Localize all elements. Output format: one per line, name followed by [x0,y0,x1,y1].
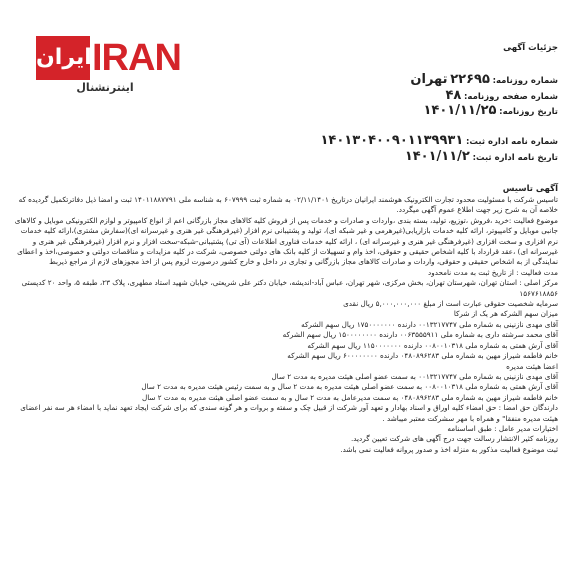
registry-letter-date-row [405,150,558,165]
notice-paragraph: ثبت موضوع فعالیت مذکور به منزله اخذ و صدور پروانه فعالیت نمی باشد. [340,444,558,454]
registry-letter-number-row [320,134,558,149]
notice-body [14,183,558,455]
notice-paragraph: آقای محمد سرشته داری به شماره ملی ۰۰۶۳۵۵۵۹۱۱ دارنده ۱۵۰۰۰۰۰۰۰۰ ریال سهم الشرکه [282,330,558,340]
logo-subtitle: اینترنشنال [76,81,134,94]
notice-paragraph: روزنامه کثیر الانتشار رسالت جهت درج آگهی های شرکت تعیین گردید. [351,434,558,444]
logo-latin-text: IRAN [92,37,181,79]
notice-paragraph: خانم فاطمه شیراز مهین به شماره ملی ۰۴۸۰۸۹۶۲۸۳ به سمت مدیرعامل به مدت ۲ سال و به سمت عضو اصلی هیئت مدیره به مدت ۲ سال [142,392,558,402]
notice-paragraph: دارندگان حق امضا : حق امضاء کلیه اوراق و اسناد بهادار و تعهد آور شرکت از قبیل چک و سفته و بروات و هر گونه سندی که برای شرکت ایجاد تعهد نماید با امضاء هر سه نفر اعضای هیئت مدیره منفقا" و همراه با مهر سشرکت معتبر میباشد . [20,403,558,423]
notice-paragraph: آقای آرش همتی به شماره ملی ۰۰۸۰۰۱۰۳۱۸ دارنده ۱۱۵۰۰۰۰۰۰۰ ریال سهم الشرکه [307,340,558,350]
notice-paragraph: میزان سهم الشرکه هر یک از شرکا [453,309,558,319]
logo-persian-block: ایران [36,36,90,80]
notice-paragraph: خانم فاطمه شیراز مهین به شماره ملی ۰۴۸۰۸۹۶۲۸۳ دارنده ۶۰۰۰۰۰۰۰۰ ریال سهم الشرکه [287,351,558,361]
notice-paragraph: تاسیس شرکت با مسئولیت محدود تجارت الکترونیک هوشمند ایرانیان درتاریخ ۰۲/۱۱/۱۴۰۱ به شماره ثبت ۶۰۷۹۹۹ به شناسه ملی ۱۴۰۱۱۸۸۷۷۹۱ ثبت و امضا ذیل دفاترتکمیل گردیده که خلاصه آن به شرح زیر جهت اطلاع عموم آگهی میگردد. [18,195,558,215]
page-number-label: شماره صفحه روزنامه: [464,92,558,102]
newspaper-city: تهران [410,72,448,87]
notice-paragraph: موضوع فعالیت :خرید ،فروش ،توزیع، تولید، بسته بندی ،واردات و صادرات و خدمات پس از فروش کلیه کالاهای مجاز بازرگانی اعم از انواع کامپیوتر و لوازم الکترونیکی موبایل و کالاهای جانبی موبایل و کامپیوتر، ارائه کلیه خدمات بازاریابی(غیرهرمی و غیر شبکه ای)، تولید و پشتیبانی نرم افزار (غیرفرهنگی غیر هنری و غیرسرانه ای)(سفارش مشتری)،ارائه کلیه خدمات نرم افزاری و سخت افزاری (غیرفرهنگی غیر هنری و غیرسرانه ای) ، ارائه کلیه خدمات فناوری اطلاعات (آی تی) پشتیبانی-شبکه-سخت افزار و نرم افزار (غیرفرهنگی غیر هنری و غیرسرانه ای) ،عقد قرارداد با کلیه اشخاص حقیقی و حقوقی، اخذ وام و تسهیلات از کلیه بانک های دولتی خصوصی، شرکت در کلیه مزایدات و مناقصات دولتی و خصوصی،اخذ و اعطای نمایندگی از به اشخاص حقیقی و حقوقی، واردات و صادرات کالاهای مجاز بازرگانی و تجاری در داخل و خارج کشور درصورت لزوم پس از اخذ مجوزهای لازم از مراجع ذیربط [14,215,558,267]
notice-paragraph: آقای مهدی نازنینی به شماره ملی ۰۰۱۳۲۱۷۷۴۷ دارنده ۱۷۵۰۰۰۰۰۰۰ ریال سهم الشرکه [301,319,558,329]
newspaper-date-label: تاریخ روزنامه: [499,107,558,117]
page-number-row [445,89,558,104]
newspaper-number-row [410,73,558,88]
iran-international-logo [36,36,181,96]
newspaper-number-value: ۲۲۶۹۵ [450,72,490,87]
notice-paragraph: آقای مهدی نازنینی به شماره ملی ۰۰۱۳۲۱۷۷۴۷ به سمت عضو اصلی هیئت مدیره به مدت ۲ سال [271,371,558,381]
newspaper-date-value: ۱۴۰۱/۱۱/۲۵ [423,103,497,118]
notice-paragraph: اختیارات مدیر عامل : طبق اساسنامه [447,423,558,433]
notice-paragraph: آقای آرش همتی به شماره ملی ۰۰۸۰۰۱۰۳۱۸ به سمت عضو اصلی هیئت مدیره به مدت ۲ سال و به سمت رئیس هیئت مدیره به مدت ۲ سال [141,382,558,392]
notice-paragraph: سرمایه شخصیت حقوقی عبارت است از مبلغ ۵,۰۰۰,۰۰۰,۰۰۰ ریال نقدی [343,299,558,309]
logo-wordmark [36,36,181,80]
newspaper-date-row [423,104,558,119]
notice-heading: آگهی تاسیس [502,184,558,194]
registry-letter-date-value: ۱۴۰۱/۱۱/۲ [404,149,470,164]
registry-letter-number-value: ۱۴۰۱۳۰۴۰۰۹۰۱۱۳۹۹۳۱ [320,133,464,148]
newspaper-number-label: شماره روزنامه: [492,76,558,86]
notice-paragraph: مدت فعالیت : از تاریخ ثبت به مدت نامحدود [428,267,558,277]
registry-letter-number-label: شماره نامه اداره ثبت: [466,137,558,147]
ad-details-title: جزئیات آگهی [503,43,558,53]
registry-letter-date-label: تاریخ نامه اداره ثبت: [472,153,558,163]
notice-paragraph: اعضا هیئت مدیره [506,361,558,371]
page-number-value: ۴۸ [445,88,462,103]
notice-paragraph: مرکز اصلی : استان تهران، شهرستان تهران، بخش مرکزی، شهر تهران، عباس آباد-اندیشه، خیابان دکتر علی شریعتی، خیابان شهید استاد مطهری، پلاک ۲۳، طبقه ۵، واحد ۲۰ کدپستی ۱۵۶۷۶۱۸۸۵۶ [21,278,558,298]
